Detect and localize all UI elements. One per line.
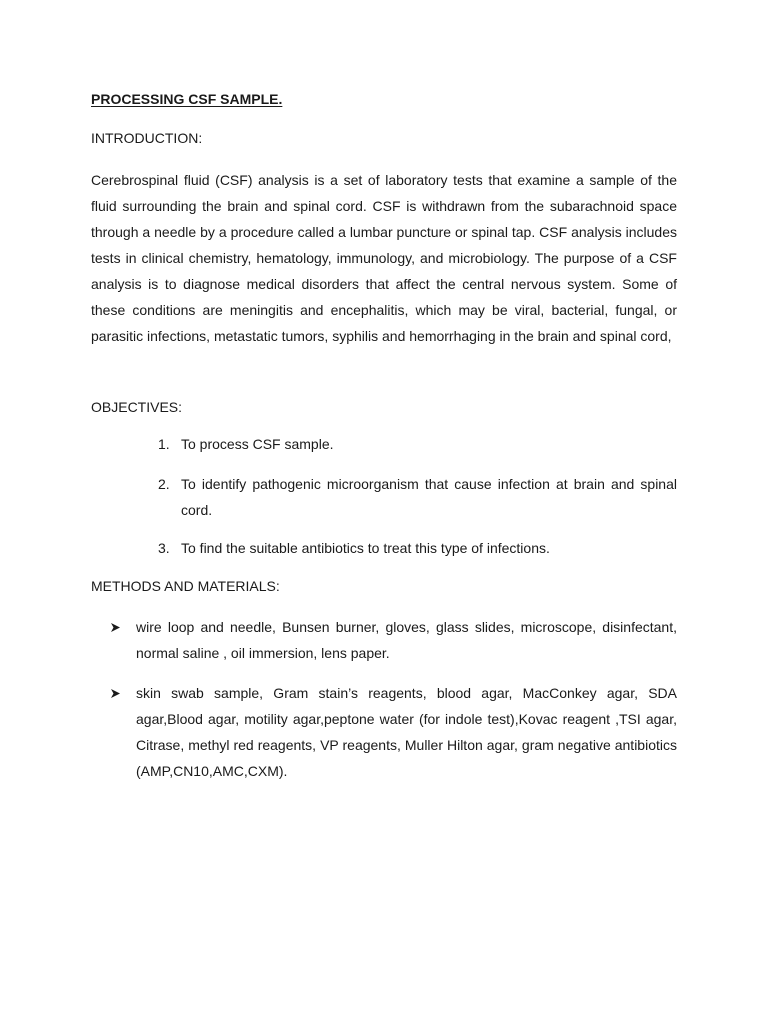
arrowhead-bullet-icon (110, 614, 126, 640)
objective-number: 2. (158, 476, 170, 492)
objective-number: 1. (158, 436, 170, 452)
methods-item-text: skin swab sample, Gram stain’s reagents, blood agar, MacConkey agar, SDA agar,Blood agar, motility agar,peptone water (for indole test),Kovac reagent ,TSI agar, Citrase, methyl red reagents, VP reagents, Muller Hilton agar, gram negative antibiotics (AMP,CN10,AMC,CXM). (136, 685, 677, 779)
arrowhead-bullet-icon (110, 680, 126, 706)
methods-item-text: wire loop and needle, Bunsen burner, gloves, glass slides, microscope, disinfectant, normal saline , oil immersion, lens paper. (136, 619, 677, 661)
methods-heading: METHODS AND MATERIALS: (91, 578, 280, 594)
objectives-heading: OBJECTIVES: (91, 399, 183, 415)
introduction-heading: INTRODUCTION: (91, 130, 203, 146)
objective-text: To process CSF sample. (181, 436, 334, 452)
objective-text: To find the suitable antibiotics to treat this type of infections. (181, 540, 550, 556)
objective-text: To identify pathogenic microorganism that cause infection at brain and spinal cord. (181, 476, 677, 518)
introduction-paragraph: Cerebrospinal fluid (CSF) analysis is a set of laboratory tests that examine a sample of the fluid surrounding the brain and spinal cord. CSF is withdrawn from the subarachnoid space through a needle by a procedure called a lumbar puncture or spinal tap. CSF analysis includes tests in clinical chemistry, hematology, immunology, and microbiology. The purpose of a CSF analysis is to diagnose medical disorders that affect the central nervous system. Some of these conditions are meningitis and encephalitis, which may be viral, bacterial, fungal, or parasitic infections, metastatic tumors, syphilis and hemorrhaging in the brain and spinal cord, (91, 172, 677, 344)
document-title: PROCESSING CSF SAMPLE. (91, 91, 283, 107)
objective-number: 3. (158, 540, 170, 556)
